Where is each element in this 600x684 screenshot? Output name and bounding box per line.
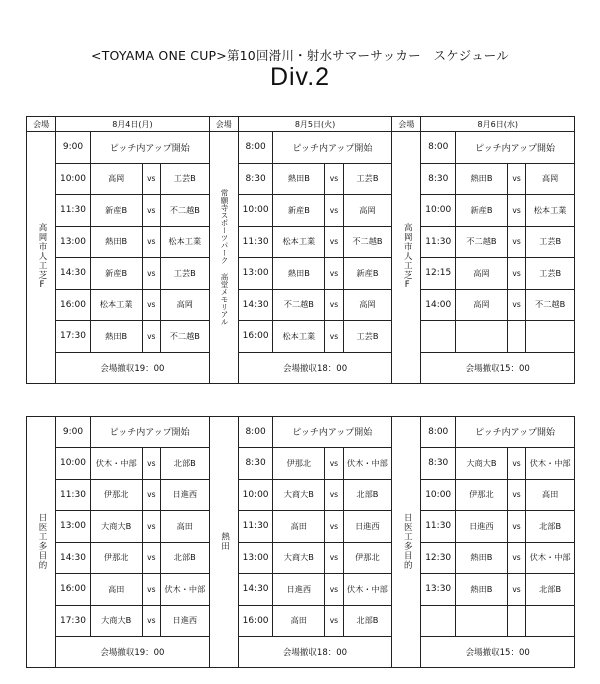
away-team: 工芸B	[343, 321, 392, 353]
match-time: 10:00	[238, 479, 273, 511]
vs-label: vs	[507, 511, 525, 543]
schedule-table-top	[26, 116, 575, 384]
away-team: 新産B	[343, 258, 392, 290]
closing-time: 会場撤収19：00	[56, 352, 209, 383]
header-row	[27, 117, 575, 132]
match-time: 8:30	[238, 448, 273, 480]
match-time: 8:30	[421, 163, 456, 195]
match-row	[27, 163, 575, 195]
home-team: 松本工業	[273, 321, 325, 353]
home-team: 伊那北	[90, 542, 142, 574]
away-team: 日進西	[160, 605, 209, 637]
venue-name: 高岡市人工芝F	[27, 132, 56, 384]
vs-label: vs	[507, 574, 525, 606]
venue-name: 日医工多目的	[27, 416, 56, 668]
away-team: 工芸B	[526, 226, 575, 258]
warmup-time: 9:00	[56, 416, 91, 448]
vs-label: vs	[142, 511, 160, 543]
away-team: 伏木・中部	[343, 448, 392, 480]
match-row	[27, 511, 575, 543]
match-row	[27, 195, 575, 227]
away-team	[526, 321, 575, 353]
away-team: 高田	[160, 511, 209, 543]
venue-header: 会場	[27, 117, 56, 132]
match-time: 13:30	[421, 574, 456, 606]
home-team: 伊那北	[90, 479, 142, 511]
away-team: 高岡	[160, 289, 209, 321]
away-team: 伊那北	[343, 542, 392, 574]
closing-time: 会場撤収15：00	[421, 637, 575, 668]
vs-label: vs	[507, 258, 525, 290]
vs-label: vs	[507, 448, 525, 480]
match-time: 12:30	[421, 542, 456, 574]
home-team: 熱田B	[273, 258, 325, 290]
match-time: 14:30	[56, 542, 91, 574]
vs-label: vs	[142, 605, 160, 637]
vs-label: vs	[142, 258, 160, 290]
match-time: 11:30	[421, 226, 456, 258]
closing-time: 会場撤収18：00	[238, 352, 391, 383]
away-team: 不二越B	[526, 289, 575, 321]
away-team: 不二越B	[343, 226, 392, 258]
home-team: 不二越B	[456, 226, 508, 258]
home-team: 熱田B	[456, 163, 508, 195]
venue-header: 会場	[209, 117, 238, 132]
home-team: 伏木・中部	[90, 448, 142, 480]
match-time: 10:00	[56, 163, 91, 195]
away-team: 不二越B	[160, 321, 209, 353]
match-time: 10:00	[238, 195, 273, 227]
match-time: 16:00	[238, 321, 273, 353]
vs-label: vs	[142, 195, 160, 227]
match-time: 11:30	[421, 511, 456, 543]
match-time: 17:30	[56, 605, 91, 637]
home-team: 松本工業	[90, 289, 142, 321]
home-team: 大商大B	[90, 605, 142, 637]
venue-header: 会場	[392, 117, 421, 132]
match-time: 14:30	[238, 574, 273, 606]
match-time: 16:00	[238, 605, 273, 637]
away-team: 北部B	[160, 448, 209, 480]
match-time: 8:30	[238, 163, 273, 195]
vs-label: vs	[142, 289, 160, 321]
venue-name: 高岡市人工芝F	[392, 132, 421, 384]
home-team: 熱田B	[455, 542, 507, 574]
match-time: 11:30	[238, 226, 273, 258]
closing-time: 会場撤収15：00	[421, 352, 575, 383]
home-team: 新産B	[456, 195, 508, 227]
home-team: 高岡	[90, 163, 142, 195]
venue-name: 日医工多目的	[392, 416, 421, 668]
home-team: 伊那北	[455, 479, 507, 511]
vs-label: vs	[142, 448, 160, 480]
home-team: 大商大B	[455, 448, 507, 480]
vs-label: vs	[325, 574, 343, 606]
home-team: 高岡	[456, 289, 508, 321]
venue-name: 熱田	[209, 416, 238, 668]
vs-label: vs	[325, 163, 343, 195]
vs-label: vs	[325, 542, 343, 574]
warmup-row	[27, 416, 575, 448]
away-team: 不二越B	[160, 195, 209, 227]
match-time: 13:00	[238, 542, 273, 574]
vs-label: vs	[142, 321, 160, 353]
match-time: 12:15	[421, 258, 456, 290]
match-time	[421, 321, 456, 353]
home-team: 高岡	[456, 258, 508, 290]
away-team: 高岡	[526, 163, 575, 195]
match-time: 13:00	[56, 511, 91, 543]
vs-label: vs	[325, 258, 343, 290]
away-team: 北部B	[343, 605, 392, 637]
home-team: 日進西	[273, 574, 325, 606]
warmup-label: ピッチ内アップ開始	[273, 132, 392, 164]
closing-row	[27, 352, 575, 383]
vs-label: vs	[325, 195, 343, 227]
vs-label: vs	[507, 289, 525, 321]
home-team: 高田	[273, 605, 325, 637]
vs-label: vs	[142, 163, 160, 195]
home-team: 高田	[90, 574, 142, 606]
match-time: 13:00	[56, 226, 91, 258]
match-time: 17:30	[56, 321, 91, 353]
match-time: 11:30	[56, 479, 91, 511]
home-team: 新産B	[273, 195, 325, 227]
match-time: 10:00	[56, 448, 91, 480]
home-team: 松本工業	[273, 226, 325, 258]
home-team: 新産B	[90, 258, 142, 290]
match-time: 13:00	[238, 258, 273, 290]
vs-label: vs	[142, 542, 160, 574]
vs-label: vs	[507, 479, 525, 511]
warmup-time: 8:00	[238, 416, 273, 448]
match-time: 10:00	[421, 479, 456, 511]
away-team: 伏木・中部	[343, 574, 392, 606]
match-row	[27, 448, 575, 480]
vs-label: vs	[325, 448, 343, 480]
away-team: 松本工業	[160, 226, 209, 258]
away-team: 伏木・中部	[526, 542, 575, 574]
match-row	[27, 321, 575, 353]
match-time: 16:00	[56, 289, 91, 321]
away-team	[526, 605, 575, 637]
away-team: 高岡	[343, 195, 392, 227]
vs-label: vs	[325, 511, 343, 543]
match-time: 10:00	[421, 195, 456, 227]
vs-label: vs	[325, 479, 343, 511]
home-team: 不二越B	[273, 289, 325, 321]
warmup-time: 9:00	[56, 132, 91, 164]
match-row	[27, 479, 575, 511]
vs-label: vs	[325, 289, 343, 321]
vs-label: vs	[325, 226, 343, 258]
warmup-label: ピッチ内アップ開始	[456, 132, 575, 164]
match-row	[27, 226, 575, 258]
home-team: 大商大B	[90, 511, 142, 543]
away-team: 日進西	[160, 479, 209, 511]
home-team	[455, 605, 507, 637]
vs-label	[507, 605, 525, 637]
match-row	[27, 289, 575, 321]
home-team: 高田	[273, 511, 325, 543]
day-header: 8月4日(月)	[56, 117, 209, 132]
home-team: 伊那北	[273, 448, 325, 480]
match-time	[421, 605, 456, 637]
match-row	[27, 605, 575, 637]
vs-label: vs	[507, 542, 525, 574]
away-team: 工芸B	[343, 163, 392, 195]
home-team: 新産B	[90, 195, 142, 227]
warmup-time: 8:00	[238, 132, 273, 164]
match-time: 11:30	[56, 195, 91, 227]
match-time: 14:30	[56, 258, 91, 290]
away-team: 伏木・中部	[526, 448, 575, 480]
vs-label: vs	[142, 226, 160, 258]
home-team: 大商大B	[273, 542, 325, 574]
home-team: 熱田B	[90, 226, 142, 258]
away-team: 工芸B	[526, 258, 575, 290]
match-row	[27, 258, 575, 290]
match-row	[27, 542, 575, 574]
match-time: 14:30	[238, 289, 273, 321]
day-header: 8月5日(火)	[238, 117, 391, 132]
home-team: 熱田B	[273, 163, 325, 195]
away-team: 工芸B	[160, 163, 209, 195]
warmup-time: 8:00	[421, 416, 456, 448]
schedule-title: <TOYAMA ONE CUP>第10回滑川・射水サマーサッカー スケジュール	[91, 48, 509, 63]
schedule-table-bottom	[26, 416, 575, 668]
vs-label: vs	[142, 574, 160, 606]
closing-row	[27, 637, 575, 668]
vs-label: vs	[325, 605, 343, 637]
venue-name: 常願寺スポーツパーク 高堂メモリアル	[209, 132, 238, 384]
vs-label	[507, 321, 525, 353]
vs-label: vs	[325, 321, 343, 353]
home-team: 熱田B	[90, 321, 142, 353]
home-team	[456, 321, 508, 353]
match-time: 14:00	[421, 289, 456, 321]
warmup-label: ピッチ内アップ開始	[90, 132, 209, 164]
away-team: 伏木・中部	[160, 574, 209, 606]
warmup-label: ピッチ内アップ開始	[90, 416, 209, 448]
match-time: 16:00	[56, 574, 91, 606]
warmup-label: ピッチ内アップ開始	[455, 416, 574, 448]
away-team: 高田	[526, 479, 575, 511]
division-title: Div.2	[269, 63, 331, 91]
warmup-row	[27, 132, 575, 164]
match-row	[27, 574, 575, 606]
closing-time: 会場撤収19：00	[56, 637, 209, 668]
vs-label: vs	[142, 479, 160, 511]
vs-label: vs	[507, 226, 525, 258]
closing-time: 会場撤収18：00	[238, 637, 391, 668]
home-team: 熱田B	[455, 574, 507, 606]
match-time: 8:30	[421, 448, 456, 480]
away-team: 北部B	[526, 574, 575, 606]
away-team: 日進西	[343, 511, 392, 543]
home-team: 大商大B	[273, 479, 325, 511]
away-team: 北部B	[526, 511, 575, 543]
vs-label: vs	[507, 195, 525, 227]
day-header: 8月6日(水)	[421, 117, 575, 132]
home-team: 日進西	[455, 511, 507, 543]
match-time: 11:30	[238, 511, 273, 543]
away-team: 北部B	[160, 542, 209, 574]
away-team: 高岡	[343, 289, 392, 321]
away-team: 松本工業	[526, 195, 575, 227]
vs-label: vs	[507, 163, 525, 195]
away-team: 北部B	[343, 479, 392, 511]
warmup-label: ピッチ内アップ開始	[273, 416, 392, 448]
away-team: 工芸B	[160, 258, 209, 290]
warmup-time: 8:00	[421, 132, 456, 164]
